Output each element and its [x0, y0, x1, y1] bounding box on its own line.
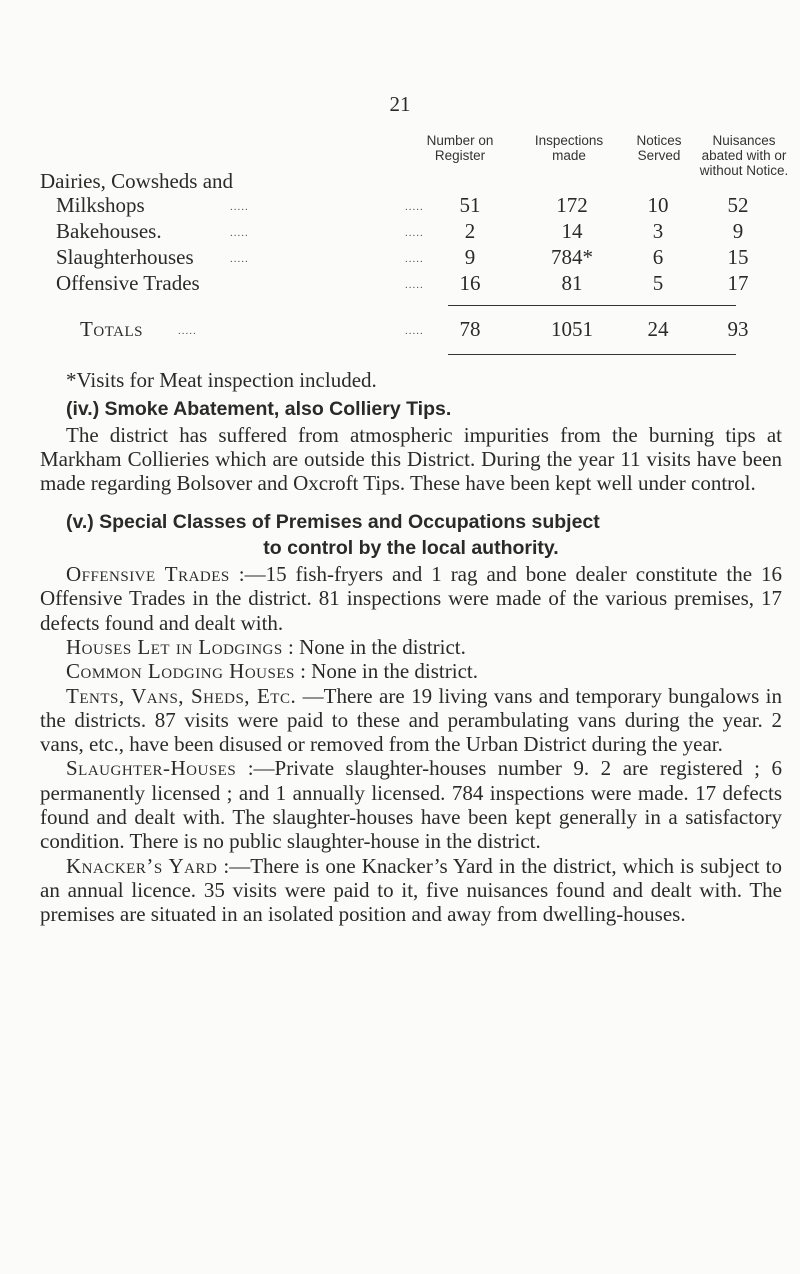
paragraph-common-lodging-houses: Common Lodging Houses : None in the district. [66, 659, 478, 684]
cell-nuisances: 52 [727, 193, 749, 217]
total-notices: 24 [647, 317, 669, 341]
table-row: Slaughterhouses ..... ..... 9 784* 6 15 [0, 245, 800, 271]
column-header-notices: Notices Served [636, 133, 682, 163]
paragraph-knackers-yard: Knacker’s Yard :—There is one Knacker’s Yard in the district, which is subject to an annual licence. 35 visits were paid to it, five nuisances found and dealt with. The premises are situated in an isolated position and away from dwelling-houses. [40, 853, 783, 927]
cell-nuisances: 9 [732, 219, 744, 243]
table-row: Offensive Trades ..... 16 81 5 17 [0, 271, 800, 297]
cell-inspections: 81 [561, 271, 583, 295]
row-label: Milkshops [56, 193, 145, 217]
cell-notices: 6 [652, 245, 664, 269]
table-row: Milkshops ..... ..... 51 172 10 52 [0, 193, 800, 219]
cell-notices: 5 [652, 271, 664, 295]
column-header-register: Number on Register [426, 133, 494, 163]
table-rule [448, 305, 736, 306]
total-register: 78 [459, 317, 481, 341]
row-label: Bakehouses. [56, 219, 162, 243]
row-label: Slaughterhouses [56, 245, 194, 269]
paragraph-offensive-trades: Offensive Trades :—15 fish-fryers and 1 rag and bone dealer constitute the 16 Offensive Trades in the district. 81 inspections were made of the various premises, 17 defects found and dealt with. [40, 562, 782, 635]
cell-register: 2 [464, 219, 476, 243]
total-inspections: 1051 [551, 317, 593, 341]
body-text [40, 368, 782, 927]
row-label: Offensive Trades [56, 271, 200, 295]
paragraph-tents-vans-sheds: Tents, Vans, Sheds, Etc. —There are 19 living vans and temporary bungalows in the districts. 87 visits were paid to these and perambulating vans during the year. 2 vans, etc., have been disused or removed from the Urban District during the year. [40, 683, 783, 757]
cell-nuisances: 15 [727, 245, 749, 269]
cell-register: 9 [464, 245, 476, 269]
cell-notices: 10 [647, 193, 669, 217]
totals-label: Totals [80, 317, 143, 341]
table-row: Bakehouses. ..... ..... 2 14 3 9 [0, 219, 800, 245]
footnote: *Visits for Meat inspection included. [66, 368, 377, 392]
table-totals-row: Totals ..... ..... 78 1051 24 93 [0, 317, 800, 343]
cell-inspections: 14 [561, 219, 583, 243]
row-label: Dairies, Cowsheds and [40, 169, 234, 193]
cell-inspections: 172 [556, 193, 588, 217]
table-row-label-line [0, 169, 800, 195]
total-nuisances: 93 [727, 317, 749, 341]
column-header-nuisances: Nuisances abated with or without Notice. [699, 133, 789, 178]
cell-nuisances: 17 [727, 271, 749, 295]
column-header-inspections: Inspections made [534, 133, 604, 163]
paragraph-slaughter-houses: Slaughter-Houses :—Private slaughter-houses number 9. 2 are registered ; 6 permanently licensed ; and 1 annually licensed. 784 inspections were made. 17 defects found and dealt with. The slaughter-houses have been kept generally in a satisfactory condition. There is no public slaughter-house in the district. [40, 756, 782, 854]
page-number: 21 [389, 92, 411, 116]
table-rule [448, 354, 736, 355]
cell-notices: 3 [652, 219, 664, 243]
section-heading-smoke: (iv.) Smoke Abatement, also Colliery Tips. [66, 398, 452, 421]
section-heading-special-classes-line2: to control by the local authority. [263, 536, 559, 559]
section-text-smoke: The district has suffered from atmospheric impurities from the burning tips at Markham Collieries which are outside this District. During the year 11 visits have been made regarding Bolsover and Oxcroft Tips. These have been kept well under control. [40, 422, 782, 496]
cell-register: 51 [459, 193, 481, 217]
cell-register: 16 [459, 271, 481, 295]
section-heading-special-classes: (v.) Special Classes of Premises and Occupations subject [66, 511, 600, 534]
paragraph-houses-let-in-lodgings: Houses Let in Lodgings : None in the district. [66, 634, 466, 659]
cell-inspections: 784* [551, 245, 593, 269]
